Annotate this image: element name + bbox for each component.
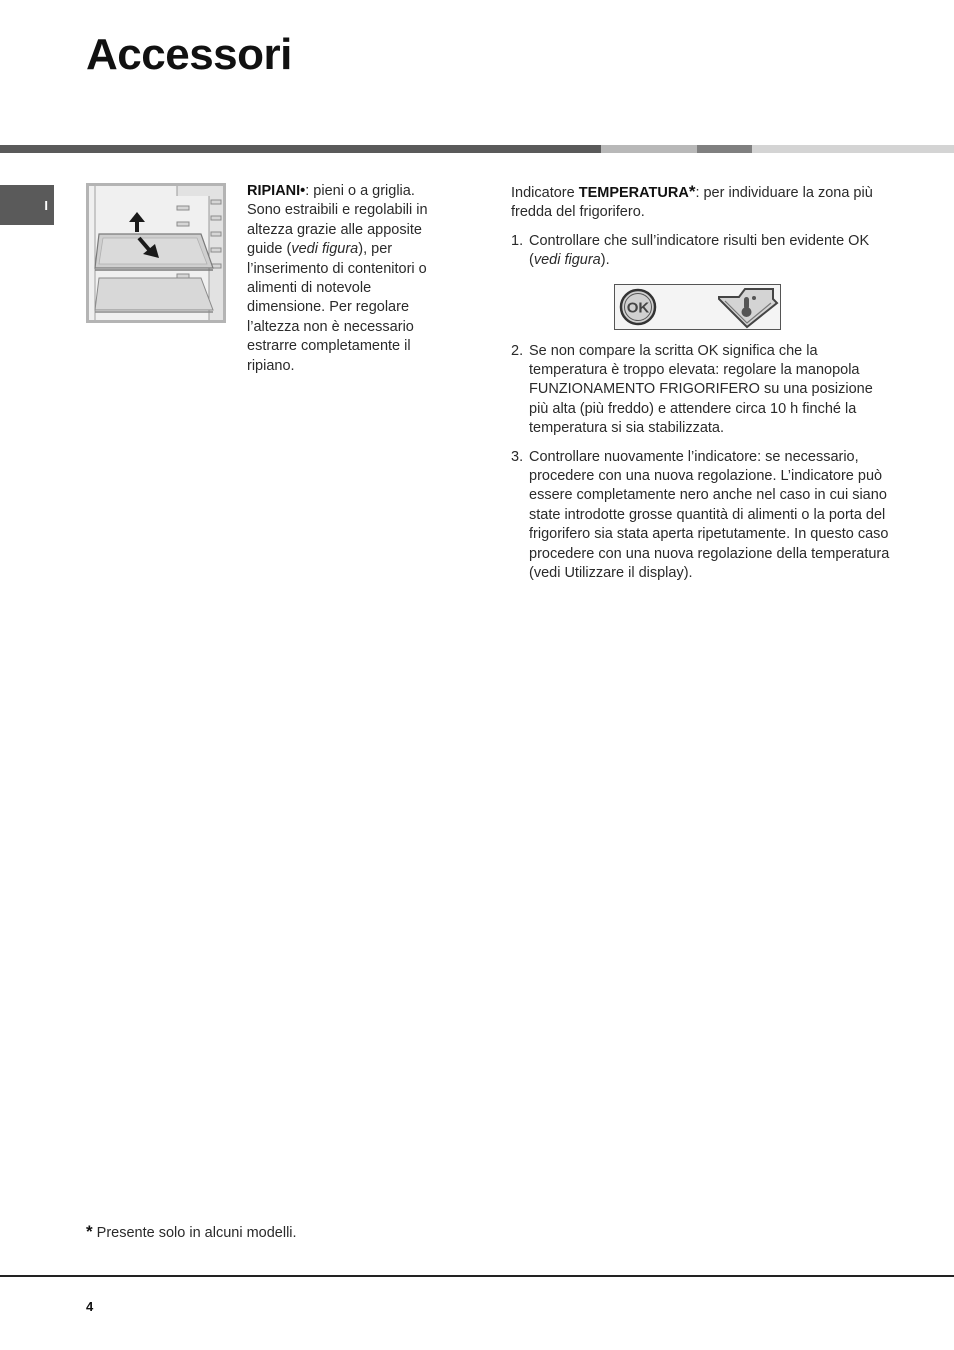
ripiani-paragraph	[247, 182, 447, 376]
step-1-text-2: ).	[600, 252, 610, 269]
header-bar-segment-light	[752, 145, 954, 153]
step-1-text-1: Controllare che sull’indicatore risulti ben evidente OK (	[529, 232, 870, 269]
indicatore-star: *	[688, 182, 696, 201]
step-1	[511, 232, 891, 271]
shelf-figure	[86, 183, 226, 323]
language-tab	[0, 185, 54, 225]
ok-indicator-label: OK	[626, 299, 650, 317]
page-number: 4	[86, 1299, 94, 1314]
footnote	[86, 1222, 297, 1242]
step-1-number: 1.	[511, 232, 524, 249]
temperature-indicator-figure	[614, 284, 781, 330]
indicatore-prefix: Indicatore	[511, 185, 579, 201]
step-3	[511, 448, 891, 584]
ripiani-text-1: : pieni o a griglia. Sono estraibili e regolabili in altezza grazie alle apposite guide (	[247, 183, 428, 258]
header-bar-segment-dark-2	[697, 145, 752, 153]
step-3-text: Controllare nuovamente l’indicatore: se necessario, procedere con una nuova regolazione. L’indicatore può essere completamente nero anche nel caso in cui siano state introdotte grosse quantità di alimenti o la porta del frigorifero sia stata aperta ripetutamente. In questo caso procedere con una nuova regolazione della temperatura (vedi Utilizzare il display).	[529, 448, 890, 582]
page-title: Accessori	[86, 30, 292, 79]
ripiani-section	[247, 182, 447, 376]
indicatore-intro	[511, 182, 891, 223]
indicatore-suffix: : per individuare la zona più fredda del frigorifero.	[511, 185, 873, 221]
footnote-text: Presente solo in alcuni modelli.	[92, 1225, 297, 1241]
step-1-ref: vedi figura	[533, 252, 601, 269]
language-tab-label: I	[44, 197, 48, 213]
footnote-star: *	[86, 1222, 93, 1241]
ripiani-ref: vedi figura	[291, 241, 359, 258]
footer-rule	[0, 1275, 954, 1277]
ripiani-heading: RIPIANI	[247, 183, 301, 199]
header-bar-segment-dark	[0, 145, 601, 153]
ripiani-marker: •	[300, 183, 306, 199]
step-2	[511, 342, 891, 439]
step-3-number: 3.	[511, 448, 524, 465]
ripiani-text-2: ), per l’inserimento di contenitori o alimenti di notevole dimensione. Per regolare l’altezza non è necessario estrarre completamente il ripiano.	[247, 241, 427, 374]
step-2-text: Se non compare la scritta OK significa che la temperatura è troppo elevata: regolare la manopola FUNZIONAMENTO FRIGORIFERO su una posizione più alta (più freddo) e attendere circa 10 h finché la temperatura si sia stabilizzata.	[529, 342, 873, 437]
shelf-adjust-icon	[89, 186, 223, 320]
indicatore-heading: TEMPERATURA	[578, 185, 689, 201]
step-2-number: 2.	[511, 342, 524, 359]
thermometer-icon	[715, 285, 779, 329]
indicatore-section	[511, 182, 891, 584]
header-bar-segment-mid	[601, 145, 697, 153]
